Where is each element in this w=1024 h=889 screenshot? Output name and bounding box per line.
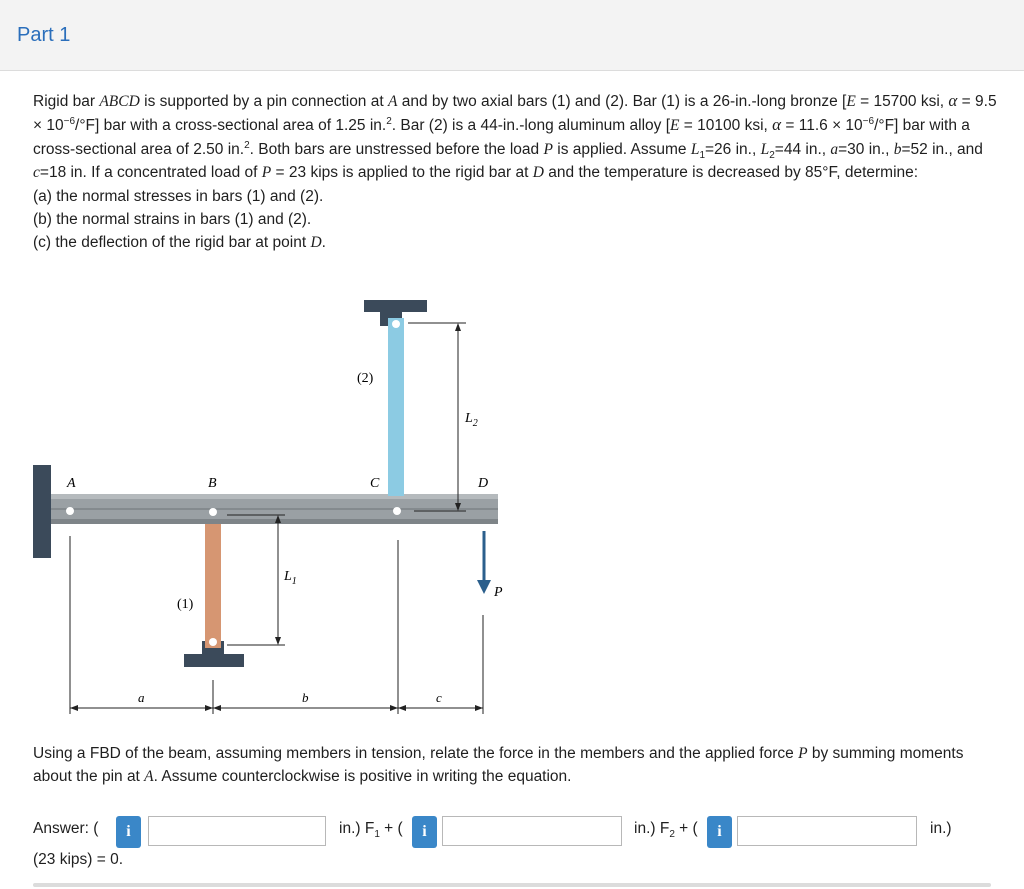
part-title[interactable]: Part 1: [17, 24, 71, 46]
divider: [33, 883, 991, 887]
question-c: (c) the deflection of the rigid bar at point D.: [33, 234, 326, 252]
question-b: (b) the normal strains in bars (1) and (2).: [33, 211, 312, 229]
bottom-support: [184, 654, 244, 667]
answer-input-3[interactable]: [737, 816, 917, 846]
pin-b: [209, 508, 217, 516]
label-bar-2: (2): [357, 371, 374, 386]
answer-input-2[interactable]: [442, 816, 622, 846]
answer-end: in.): [930, 820, 952, 837]
pin-a: [66, 507, 74, 515]
label-p: P: [494, 585, 503, 600]
top-support: [364, 300, 427, 312]
label-a-point: A: [67, 476, 76, 491]
info-button-3[interactable]: i: [707, 816, 732, 848]
label-dim-c: c: [436, 690, 442, 705]
part-header: [0, 0, 1024, 71]
fbd-instruction: Using a FBD of the beam, assuming members in tension, relate the force in the members and the applied force P by summing moments about the pin at A. Assume counterclockwise is positive in writing the equation.: [33, 745, 964, 786]
label-l1: $L_1$: [284, 569, 297, 587]
info-button-1[interactable]: i: [116, 816, 141, 848]
label-dim-a: a: [138, 690, 145, 705]
wall-support: [33, 465, 51, 558]
question-a: (a) the normal stresses in bars (1) and (2).: [33, 187, 324, 205]
label-bar-1: (1): [177, 597, 194, 612]
f1-term: in.) $F_1$ + (: [339, 820, 403, 841]
label-l2: $L_2$: [465, 411, 478, 429]
equation-tail: (23 kips) = 0.: [33, 851, 124, 868]
answer-input-1[interactable]: [148, 816, 326, 846]
problem-text: Rigid bar ABCD is supported by a pin connection at A and by two axial bars (1) and (2). Bar (1) is a 26-in.-long bronze [E = 15700 ksi, $\alpha = 9.5 \times 10^{-6}/^\circ F$] bar with a cross-sectional area of 1.25 in.$^2$. Bar (2) is a 44-in.-long aluminum alloy [E = 10100 ksi, $\alpha = 11.6 \times 10^{-6}/^\circ F$] bar with a cross-sectional area of 2.50 in.$^2$. Both bars are unstressed before the load P is applied. Assume $L_1=26$ in., $L_2=44$ in., a=30 in., b=52 in., and c=18 in. If a concentrated load of P = 23 kips is applied to the rigid bar at D and the temperature is decreased by 85°F, determine:: [33, 91, 997, 182]
f2-term: in.) $F_2$ + (: [634, 820, 698, 841]
pin-c: [393, 507, 401, 515]
bar-1-bronze: [205, 524, 221, 648]
label-b-point: B: [208, 476, 217, 491]
rigid-bar-figure: [0, 280, 560, 720]
label-dim-b: b: [302, 690, 309, 705]
info-button-2[interactable]: i: [412, 816, 437, 848]
label-d-point: D: [478, 476, 489, 491]
problem-statement: [33, 89, 998, 255]
answer-label: Answer: (: [33, 820, 99, 837]
label-c-point: C: [370, 476, 380, 491]
bar-2-aluminum: [388, 318, 404, 496]
